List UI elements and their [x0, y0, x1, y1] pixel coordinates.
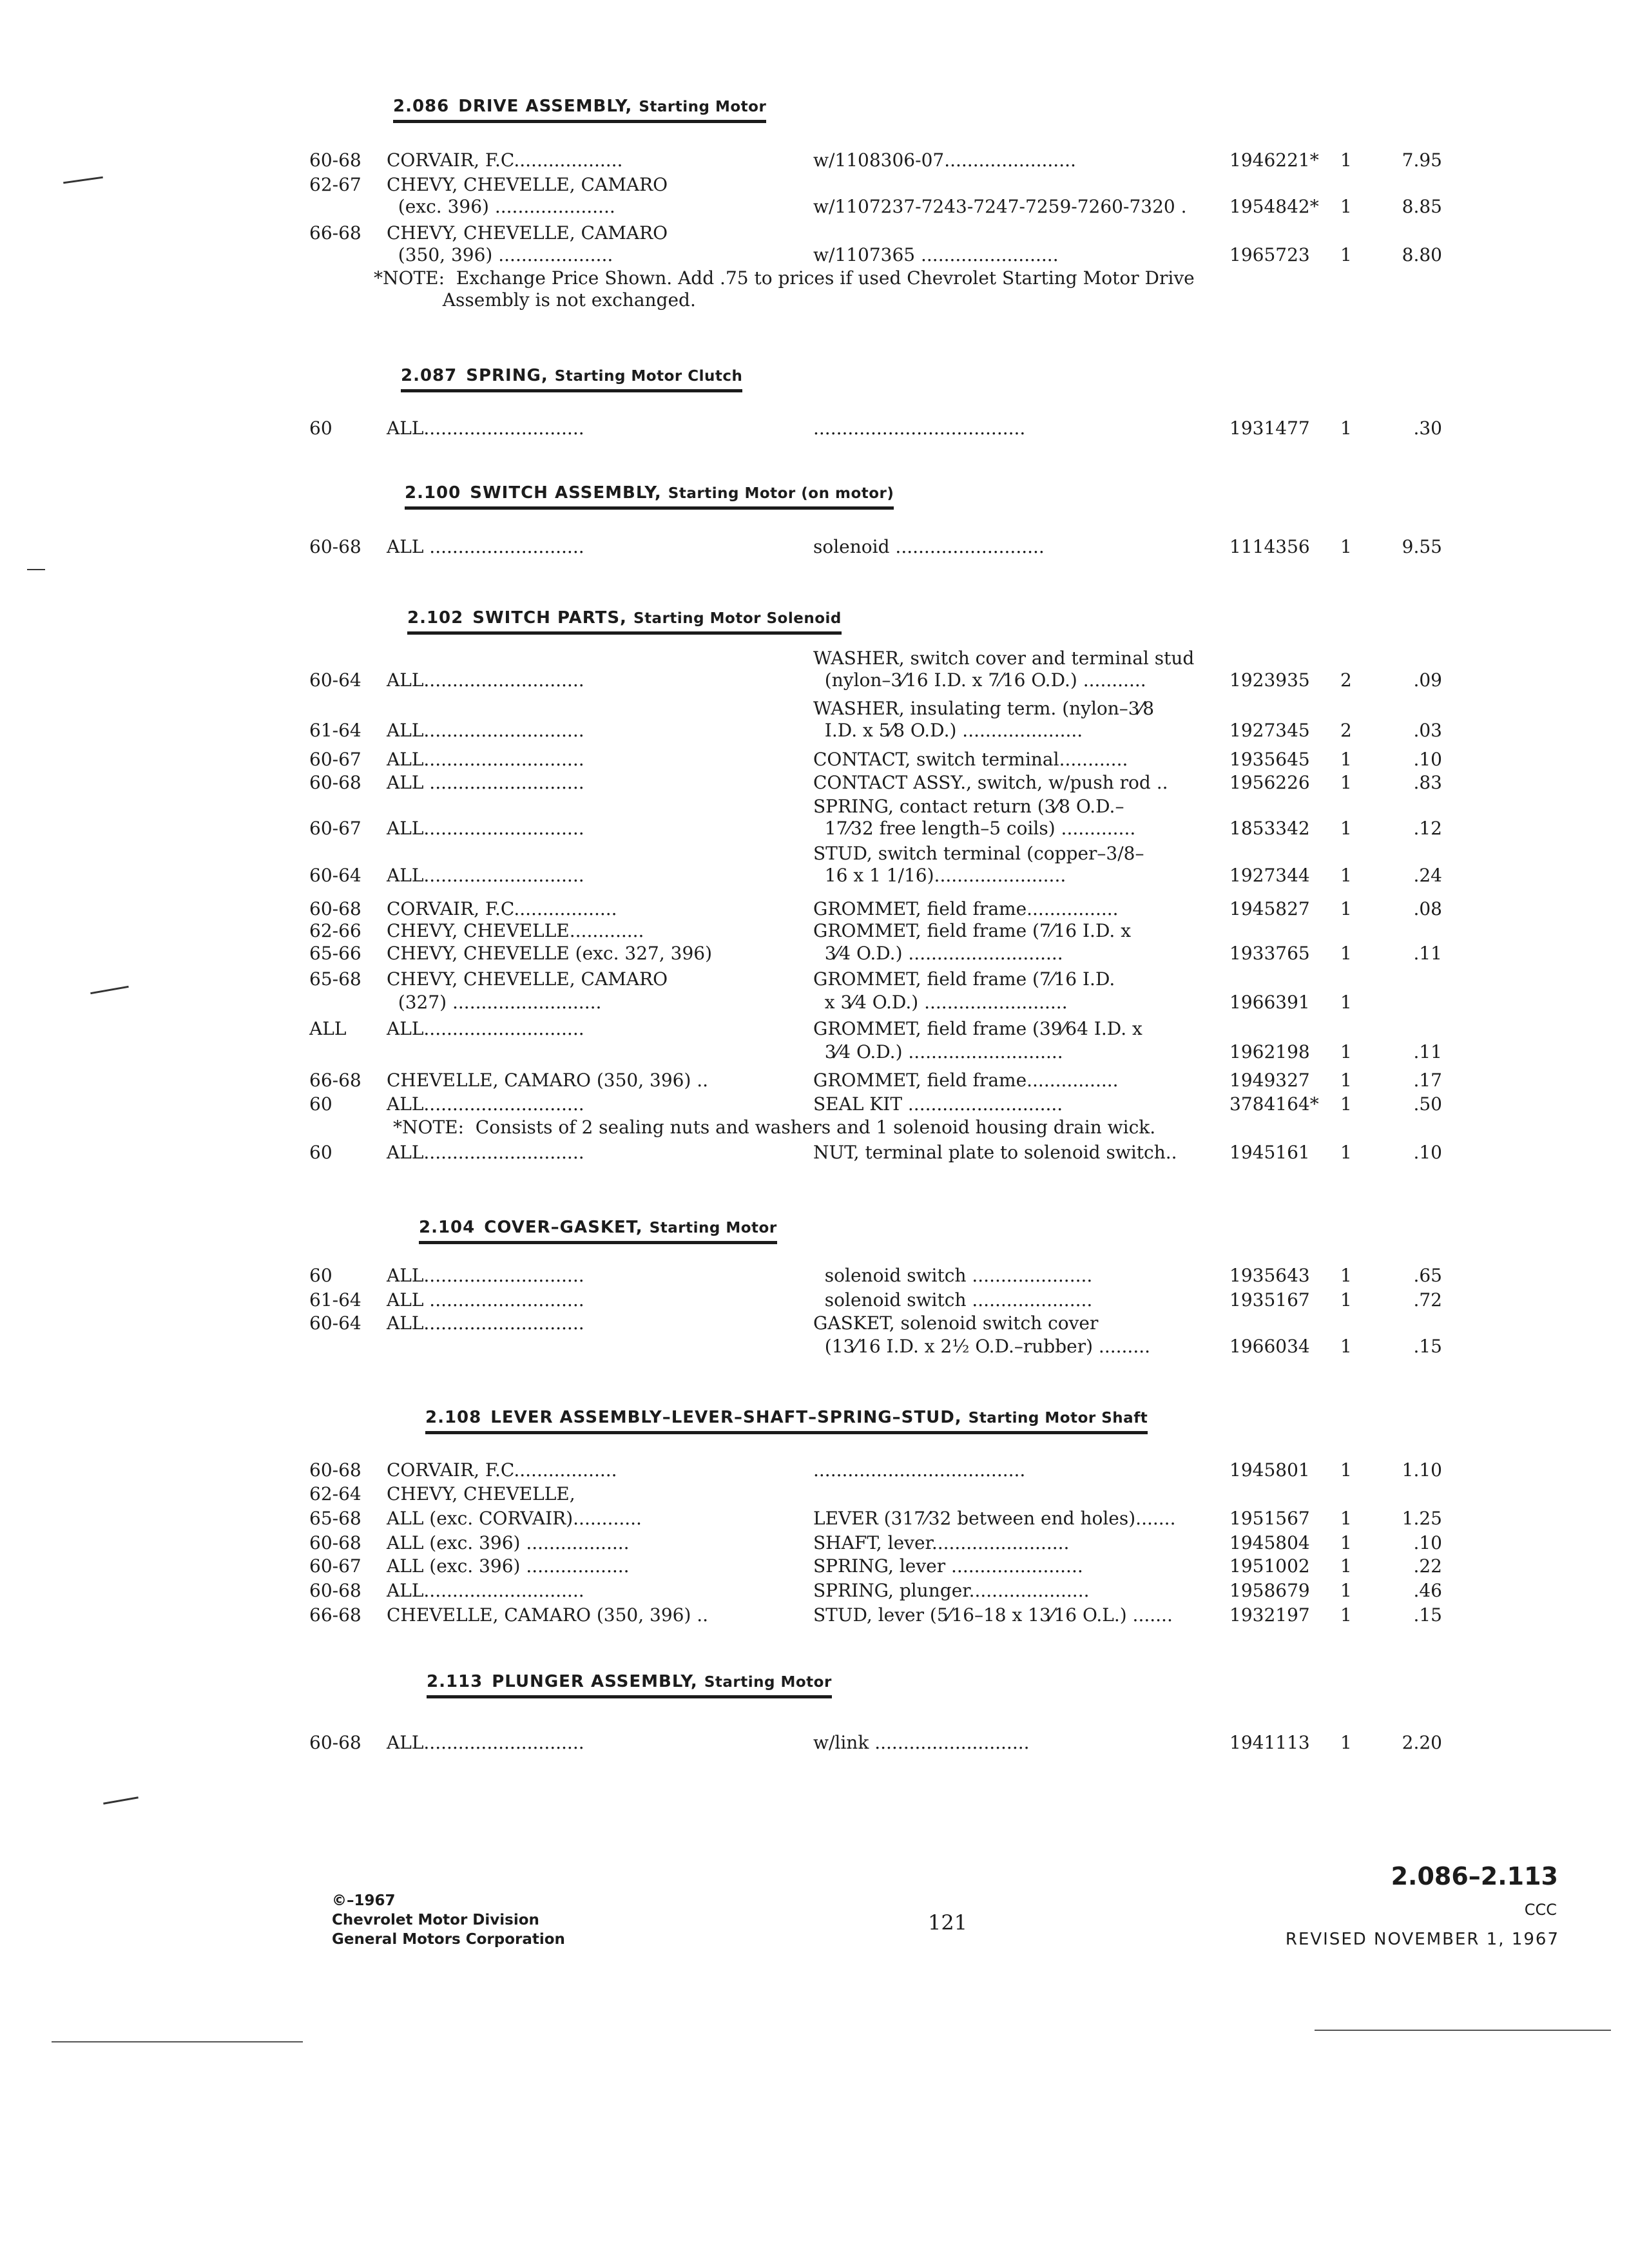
- description-cell: CONTACT, switch terminal............: [813, 749, 1128, 770]
- year-cell: 60-67: [309, 1555, 361, 1577]
- quantity-cell: 1: [1340, 244, 1352, 265]
- model-cell: ALL............................: [387, 1142, 584, 1163]
- part-number-cell: 1935645: [1229, 749, 1310, 770]
- year-cell: 60-64: [309, 669, 361, 691]
- model-cell: ALL............................: [387, 1093, 584, 1115]
- section-name: PLUNGER ASSEMBLY,: [492, 1672, 698, 1691]
- quantity-cell: 1: [1340, 749, 1352, 770]
- description-cell: GROMMET, field frame (7⁄16 I.D. x: [813, 920, 1131, 941]
- publisher-block: [332, 1891, 565, 1949]
- corporation-name: General Motors Corporation: [332, 1931, 565, 1948]
- model-cell: ALL (exc. 396) ..................: [387, 1532, 630, 1553]
- quantity-cell: 1: [1340, 865, 1352, 886]
- part-number-cell: 1954842*: [1229, 196, 1319, 217]
- section-title: [427, 1672, 832, 1698]
- year-cell: 60-68: [309, 1459, 361, 1481]
- model-cell: ALL ...........................: [387, 772, 584, 793]
- year-cell: 60-68: [309, 149, 361, 171]
- model-cell: ALL............................: [387, 1265, 584, 1286]
- part-number-cell: 3784164*: [1229, 1093, 1319, 1115]
- model-cell: CHEVY, CHEVELLE (exc. 327, 396): [387, 943, 713, 964]
- description-cell: SEAL KIT ...........................: [813, 1093, 1063, 1115]
- description-cell: LEVER (317⁄32 between end holes).......: [813, 1508, 1176, 1529]
- quantity-cell: 1: [1340, 818, 1352, 839]
- part-number-cell: 1951567: [1229, 1508, 1310, 1529]
- quantity-cell: 1: [1340, 1289, 1352, 1311]
- year-cell: 66-68: [309, 1604, 361, 1626]
- description-cell: SPRING, plunger.....................: [813, 1580, 1090, 1601]
- description-cell: w/1107365 ........................: [813, 244, 1059, 265]
- section-subtitle: Starting Motor Shaft: [968, 1410, 1148, 1427]
- quantity-cell: 1: [1340, 1041, 1352, 1062]
- quantity-cell: 1: [1340, 1336, 1352, 1357]
- part-number-cell: 1941113: [1229, 1732, 1310, 1753]
- model-cell: ALL ...........................: [387, 536, 584, 557]
- revision-date: REVISED NOVEMBER 1, 1967: [1285, 1930, 1559, 1949]
- year-cell: 65-68: [309, 1508, 361, 1529]
- section-subtitle: Starting Motor: [649, 1220, 777, 1236]
- model-cell: (exc. 396) .....................: [387, 196, 615, 217]
- section-title: [393, 97, 766, 123]
- description-cell: STUD, switch terminal (copper–3/8–: [813, 843, 1144, 864]
- model-cell: ALL............................: [387, 1018, 584, 1039]
- description-cell: WASHER, switch cover and terminal stud: [813, 648, 1195, 669]
- section-title: [401, 366, 742, 392]
- section-name: SPRING,: [466, 366, 548, 385]
- section-note: *NOTE: Consists of 2 sealing nuts and washers and 1 solenoid housing drain wick.: [393, 1117, 1156, 1138]
- section-subtitle: Starting Motor Solenoid: [633, 610, 842, 627]
- price-cell: .08: [1413, 898, 1442, 919]
- copyright: ©–1967: [332, 1892, 396, 1909]
- part-number-cell: 1945827: [1229, 898, 1310, 919]
- year-cell: 60-67: [309, 749, 361, 770]
- description-cell: solenoid ..........................: [813, 536, 1045, 557]
- description-cell: w/1108306-07.......................: [813, 149, 1076, 171]
- bottom-rule: [1315, 2030, 1611, 2031]
- quantity-cell: 1: [1340, 992, 1352, 1013]
- part-number-cell: 1935167: [1229, 1289, 1310, 1311]
- part-number-cell: 1945161: [1229, 1142, 1310, 1163]
- margin-mark: [27, 569, 45, 570]
- model-cell: ALL............................: [387, 720, 584, 741]
- section-title: [419, 1218, 777, 1244]
- part-number-cell: 1114356: [1229, 536, 1310, 557]
- description-cell: 3⁄4 O.D.) ...........................: [813, 943, 1063, 964]
- year-cell: 62-66: [309, 920, 361, 941]
- quantity-cell: 1: [1340, 1732, 1352, 1753]
- description-cell: (nylon–3⁄16 I.D. x 7⁄16 O.D.) ...........: [813, 669, 1146, 691]
- model-cell: (327) ..........................: [387, 992, 602, 1013]
- section-title: [425, 1408, 1148, 1434]
- description-cell: SPRING, contact return (3⁄8 O.D.–: [813, 796, 1124, 817]
- page-number: 121: [928, 1910, 968, 1935]
- year-cell: 60-64: [309, 1312, 361, 1334]
- price-cell: .09: [1413, 669, 1442, 691]
- description-cell: solenoid switch .....................: [813, 1265, 1093, 1286]
- description-cell: GROMMET, field frame (7⁄16 I.D.: [813, 968, 1115, 990]
- price-cell: .03: [1413, 720, 1442, 741]
- price-cell: 1.25: [1402, 1508, 1442, 1529]
- price-cell: .46: [1413, 1580, 1442, 1601]
- catalog-code: CCC: [1524, 1901, 1557, 1919]
- price-cell: .65: [1413, 1265, 1442, 1286]
- description-cell: SHAFT, lever........................: [813, 1532, 1070, 1553]
- model-cell: ALL............................: [387, 865, 584, 886]
- model-cell: (350, 396) ....................: [387, 244, 613, 265]
- price-cell: 8.85: [1402, 196, 1442, 217]
- description-cell: (13⁄16 I.D. x 2½ O.D.–rubber) .........: [813, 1336, 1151, 1357]
- margin-mark: [90, 986, 129, 994]
- quantity-cell: 1: [1340, 418, 1352, 439]
- section-subtitle: Starting Motor: [704, 1674, 832, 1691]
- model-cell: CORVAIR, F.C..................: [387, 1459, 617, 1481]
- description-cell: GASKET, solenoid switch cover: [813, 1312, 1099, 1334]
- price-cell: .50: [1413, 1093, 1442, 1115]
- year-cell: 60: [309, 418, 333, 439]
- part-number-cell: 1966034: [1229, 1336, 1310, 1357]
- part-number-cell: 1927345: [1229, 720, 1310, 741]
- price-cell: .22: [1413, 1555, 1442, 1577]
- section-number: 2.108: [425, 1408, 482, 1427]
- model-cell: ALL (exc. CORVAIR)............: [387, 1508, 642, 1529]
- section-note: *NOTE: Exchange Price Shown. Add .75 to prices if used Chevrolet Starting Motor Drive: [374, 267, 1195, 289]
- year-cell: 62-64: [309, 1483, 361, 1504]
- year-cell: 60-68: [309, 898, 361, 919]
- part-number-cell: 1931477: [1229, 418, 1310, 439]
- part-number-cell: 1935643: [1229, 1265, 1310, 1286]
- division-name: Chevrolet Motor Division: [332, 1912, 539, 1928]
- section-range: 2.086–2.113: [1391, 1862, 1558, 1890]
- model-cell: ALL............................: [387, 418, 584, 439]
- quantity-cell: 1: [1340, 772, 1352, 793]
- quantity-cell: 2: [1340, 669, 1352, 691]
- model-cell: ALL............................: [387, 818, 584, 839]
- year-cell: 66-68: [309, 1070, 361, 1091]
- description-cell: w/1107237-7243-7247-7259-7260-7320 .: [813, 196, 1187, 217]
- part-number-cell: 1927344: [1229, 865, 1310, 886]
- year-cell: 62-67: [309, 174, 361, 195]
- quantity-cell: 1: [1340, 1142, 1352, 1163]
- section-subtitle: Starting Motor (on motor): [668, 485, 894, 502]
- quantity-cell: 1: [1340, 149, 1352, 171]
- model-cell: CHEVY, CHEVELLE, CAMARO: [387, 968, 668, 990]
- price-cell: 7.95: [1402, 149, 1442, 171]
- quantity-cell: 1: [1340, 1459, 1352, 1481]
- description-cell: NUT, terminal plate to solenoid switch..: [813, 1142, 1177, 1163]
- section-title: [405, 483, 894, 510]
- description-cell: WASHER, insulating term. (nylon–3⁄8: [813, 698, 1155, 719]
- price-cell: .72: [1413, 1289, 1442, 1311]
- year-cell: 60-68: [309, 1580, 361, 1601]
- description-cell: x 3⁄4 O.D.) .........................: [813, 992, 1068, 1013]
- description-cell: solenoid switch .....................: [813, 1289, 1093, 1311]
- model-cell: ALL............................: [387, 1580, 584, 1601]
- part-number-cell: 1932197: [1229, 1604, 1310, 1626]
- model-cell: ALL............................: [387, 669, 584, 691]
- description-cell: SPRING, lever .......................: [813, 1555, 1083, 1577]
- section-number: 2.087: [401, 366, 458, 385]
- price-cell: .10: [1413, 1532, 1442, 1553]
- year-cell: 65-68: [309, 968, 361, 990]
- quantity-cell: 1: [1340, 196, 1352, 217]
- price-cell: 8.80: [1402, 244, 1442, 265]
- year-cell: 66-68: [309, 222, 361, 244]
- year-cell: 60: [309, 1142, 333, 1163]
- section-name: LEVER ASSEMBLY–LEVER–SHAFT–SPRING–STUD,: [490, 1408, 962, 1427]
- model-cell: ALL............................: [387, 749, 584, 770]
- margin-mark: [103, 1796, 139, 1805]
- section-name: DRIVE ASSEMBLY,: [458, 97, 633, 116]
- quantity-cell: 1: [1340, 1070, 1352, 1091]
- section-name: SWITCH PARTS,: [472, 608, 627, 628]
- part-number-cell: 1951002: [1229, 1555, 1310, 1577]
- year-cell: 60-64: [309, 865, 361, 886]
- part-number-cell: 1945804: [1229, 1532, 1310, 1553]
- price-cell: 1.10: [1402, 1459, 1442, 1481]
- quantity-cell: 1: [1340, 1555, 1352, 1577]
- model-cell: ALL............................: [387, 1312, 584, 1334]
- quantity-cell: 1: [1340, 536, 1352, 557]
- part-number-cell: 1945801: [1229, 1459, 1310, 1481]
- section-subtitle: Starting Motor: [639, 99, 767, 115]
- year-cell: ALL: [309, 1018, 347, 1039]
- year-cell: 65-66: [309, 943, 361, 964]
- price-cell: .17: [1413, 1070, 1442, 1091]
- section-number: 2.086: [393, 97, 450, 116]
- part-number-cell: 1946221*: [1229, 149, 1319, 171]
- part-number-cell: 1853342: [1229, 818, 1310, 839]
- quantity-cell: 1: [1340, 943, 1352, 964]
- quantity-cell: 2: [1340, 720, 1352, 741]
- section-name: SWITCH ASSEMBLY,: [470, 483, 662, 503]
- quantity-cell: 1: [1340, 1265, 1352, 1286]
- year-cell: 60: [309, 1265, 333, 1286]
- model-cell: CHEVELLE, CAMARO (350, 396) ..: [387, 1604, 709, 1626]
- year-cell: 60-68: [309, 536, 361, 557]
- quantity-cell: 1: [1340, 1580, 1352, 1601]
- description-cell: GROMMET, field frame................: [813, 898, 1119, 919]
- description-cell: CONTACT ASSY., switch, w/push rod ..: [813, 772, 1168, 793]
- section-subtitle: Starting Motor Clutch: [554, 368, 743, 385]
- price-cell: .30: [1413, 418, 1442, 439]
- part-number-cell: 1962198: [1229, 1041, 1310, 1062]
- price-cell: .24: [1413, 865, 1442, 886]
- section-number: 2.102: [407, 608, 464, 628]
- model-cell: CHEVY, CHEVELLE,: [387, 1483, 575, 1504]
- price-cell: .11: [1413, 1041, 1442, 1062]
- model-cell: CHEVELLE, CAMARO (350, 396) ..: [387, 1070, 709, 1091]
- description-cell: w/link ...........................: [813, 1732, 1030, 1753]
- model-cell: CORVAIR, F.C...................: [387, 149, 623, 171]
- model-cell: CORVAIR, F.C..................: [387, 898, 617, 919]
- model-cell: CHEVY, CHEVELLE, CAMARO: [387, 174, 668, 195]
- price-cell: .12: [1413, 818, 1442, 839]
- description-cell: .....................................: [813, 418, 1026, 439]
- margin-mark: [63, 177, 103, 184]
- quantity-cell: 1: [1340, 898, 1352, 919]
- price-cell: 9.55: [1402, 536, 1442, 557]
- year-cell: 60-68: [309, 1732, 361, 1753]
- section-number: 2.100: [405, 483, 461, 503]
- part-number-cell: 1956226: [1229, 772, 1310, 793]
- quantity-cell: 1: [1340, 1508, 1352, 1529]
- price-cell: .10: [1413, 1142, 1442, 1163]
- description-cell: .....................................: [813, 1459, 1026, 1481]
- part-number-cell: 1958679: [1229, 1580, 1310, 1601]
- model-cell: CHEVY, CHEVELLE, CAMARO: [387, 222, 668, 244]
- price-cell: .15: [1413, 1604, 1442, 1626]
- description-cell: GROMMET, field frame (39⁄64 I.D. x: [813, 1018, 1142, 1039]
- price-cell: .83: [1413, 772, 1442, 793]
- model-cell: ALL (exc. 396) ..................: [387, 1555, 630, 1577]
- model-cell: ALL ...........................: [387, 1289, 584, 1311]
- section-title: [407, 608, 842, 635]
- quantity-cell: 1: [1340, 1604, 1352, 1626]
- description-cell: 16 x 1 1/16).......................: [813, 865, 1066, 886]
- section-number: 2.104: [419, 1218, 476, 1237]
- part-number-cell: 1966391: [1229, 992, 1310, 1013]
- description-cell: GROMMET, field frame................: [813, 1070, 1119, 1091]
- part-number-cell: 1949327: [1229, 1070, 1310, 1091]
- part-number-cell: 1933765: [1229, 943, 1310, 964]
- part-number-cell: 1965723: [1229, 244, 1310, 265]
- year-cell: 60-68: [309, 1532, 361, 1553]
- year-cell: 61-64: [309, 1289, 361, 1311]
- model-cell: CHEVY, CHEVELLE.............: [387, 920, 644, 941]
- price-cell: 2.20: [1402, 1732, 1442, 1753]
- section-note: Assembly is not exchanged.: [374, 289, 696, 311]
- model-cell: ALL............................: [387, 1732, 584, 1753]
- bottom-rule: [52, 2041, 303, 2042]
- section-number: 2.113: [427, 1672, 483, 1691]
- description-cell: I.D. x 5⁄8 O.D.) .....................: [813, 720, 1083, 741]
- quantity-cell: 1: [1340, 1532, 1352, 1553]
- part-number-cell: 1923935: [1229, 669, 1310, 691]
- section-name: COVER–GASKET,: [484, 1218, 643, 1237]
- year-cell: 61-64: [309, 720, 361, 741]
- description-cell: 3⁄4 O.D.) ...........................: [813, 1041, 1063, 1062]
- quantity-cell: 1: [1340, 1093, 1352, 1115]
- year-cell: 60-68: [309, 772, 361, 793]
- price-cell: .11: [1413, 943, 1442, 964]
- year-cell: 60-67: [309, 818, 361, 839]
- description-cell: STUD, lever (5⁄16–18 x 13⁄16 O.L.) .......: [813, 1604, 1173, 1626]
- price-cell: .15: [1413, 1336, 1442, 1357]
- price-cell: .10: [1413, 749, 1442, 770]
- description-cell: 17⁄32 free length–5 coils) .............: [813, 818, 1136, 839]
- year-cell: 60: [309, 1093, 333, 1115]
